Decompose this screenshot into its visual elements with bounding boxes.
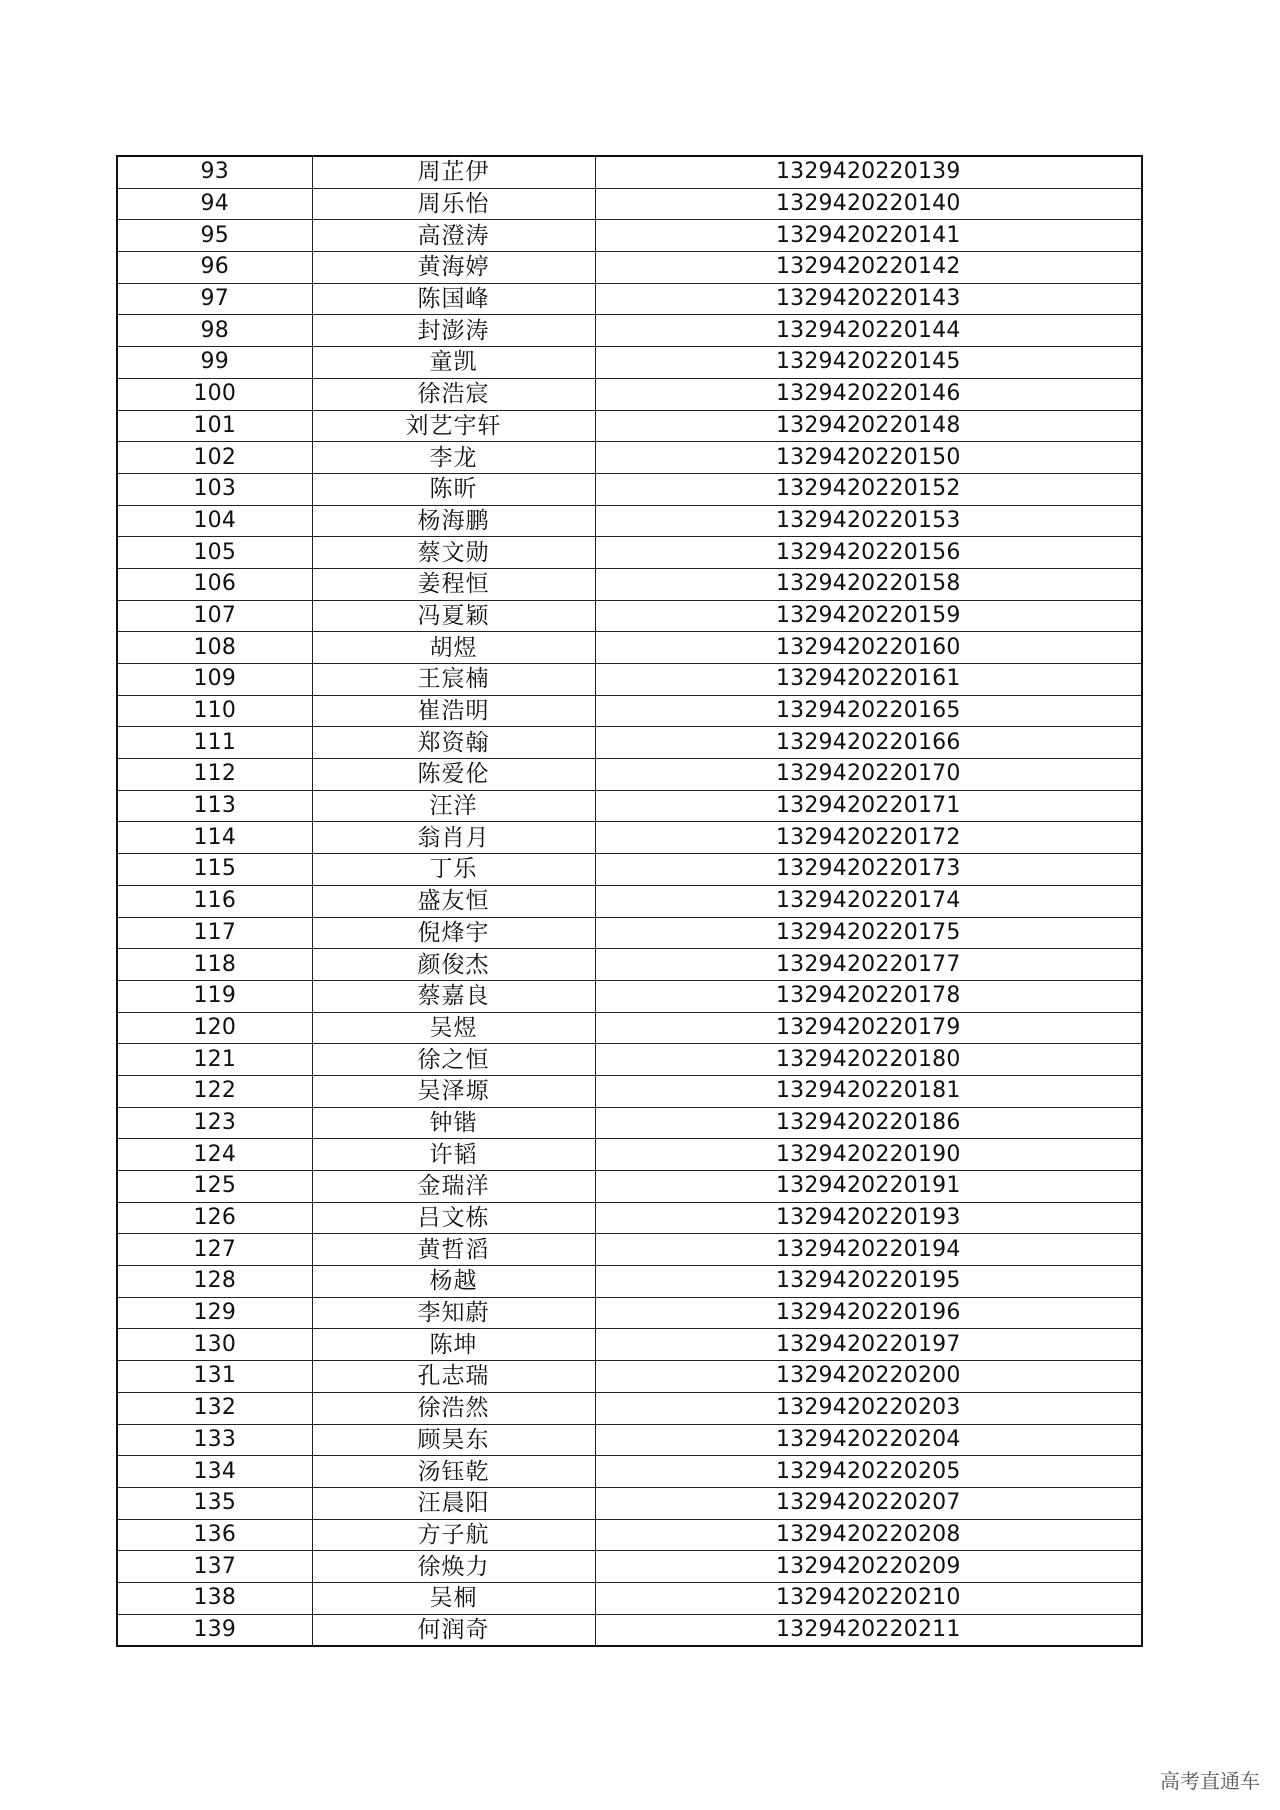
table-row — [118, 1107, 1141, 1139]
table-row — [118, 1582, 1141, 1614]
exam-id-cell: 1329420220205 — [595, 1456, 1141, 1488]
exam-id-cell: 1329420220175 — [595, 917, 1141, 949]
student-name-cell: 童凯 — [312, 347, 595, 379]
table-row — [118, 1075, 1141, 1107]
table-row — [118, 1551, 1141, 1583]
exam-id-cell: 1329420220178 — [595, 980, 1141, 1012]
student-name-cell: 李知蔚 — [312, 1297, 595, 1329]
exam-id-cell: 1329420220179 — [595, 1012, 1141, 1044]
table-row — [118, 664, 1141, 696]
exam-id-cell: 1329420220193 — [595, 1202, 1141, 1234]
table-row — [118, 600, 1141, 632]
exam-id-cell: 1329420220174 — [595, 885, 1141, 917]
student-name-cell: 陈昕 — [312, 473, 595, 505]
student-name-cell: 陈爱伦 — [312, 759, 595, 791]
student-name-cell: 蔡嘉良 — [312, 980, 595, 1012]
table-row — [118, 568, 1141, 600]
row-number-cell: 115 — [118, 854, 312, 886]
row-number-cell: 93 — [118, 157, 312, 188]
row-number-cell: 129 — [118, 1297, 312, 1329]
student-name-cell: 徐浩宸 — [312, 378, 595, 410]
student-name-cell: 封澎涛 — [312, 315, 595, 347]
row-number-cell: 101 — [118, 410, 312, 442]
student-name-cell: 方子航 — [312, 1519, 595, 1551]
exam-id-cell: 1329420220150 — [595, 442, 1141, 474]
exam-id-cell: 1329420220207 — [595, 1487, 1141, 1519]
row-number-cell: 110 — [118, 695, 312, 727]
student-name-cell: 黄海婷 — [312, 252, 595, 284]
row-number-cell: 131 — [118, 1361, 312, 1393]
table-row — [118, 157, 1141, 188]
row-number-cell: 104 — [118, 505, 312, 537]
table-row — [118, 347, 1141, 379]
row-number-cell: 124 — [118, 1139, 312, 1171]
exam-id-cell: 1329420220200 — [595, 1361, 1141, 1393]
table-row — [118, 949, 1141, 981]
row-number-cell: 106 — [118, 568, 312, 600]
exam-id-cell: 1329420220181 — [595, 1075, 1141, 1107]
student-name-cell: 高澄涛 — [312, 220, 595, 252]
table-row — [118, 1361, 1141, 1393]
exam-id-cell: 1329420220203 — [595, 1392, 1141, 1424]
exam-id-cell: 1329420220186 — [595, 1107, 1141, 1139]
table-row — [118, 537, 1141, 569]
row-number-cell: 121 — [118, 1044, 312, 1076]
row-number-cell: 107 — [118, 600, 312, 632]
table-row — [118, 759, 1141, 791]
exam-id-cell: 1329420220158 — [595, 568, 1141, 600]
exam-id-cell: 1329420220173 — [595, 854, 1141, 886]
table-row — [118, 1044, 1141, 1076]
exam-id-cell: 1329420220177 — [595, 949, 1141, 981]
row-number-cell: 132 — [118, 1392, 312, 1424]
student-name-cell: 刘艺宇轩 — [312, 410, 595, 442]
student-name-cell: 周乐怡 — [312, 188, 595, 220]
table-row — [118, 695, 1141, 727]
row-number-cell: 108 — [118, 632, 312, 664]
exam-id-cell: 1329420220165 — [595, 695, 1141, 727]
student-name-cell: 冯夏颖 — [312, 600, 595, 632]
exam-id-cell: 1329420220170 — [595, 759, 1141, 791]
exam-id-cell: 1329420220197 — [595, 1329, 1141, 1361]
roster-table-body — [118, 157, 1141, 1645]
student-name-cell: 陈坤 — [312, 1329, 595, 1361]
student-name-cell: 丁乐 — [312, 854, 595, 886]
table-row — [118, 1266, 1141, 1298]
exam-id-cell: 1329420220156 — [595, 537, 1141, 569]
exam-id-cell: 1329420220166 — [595, 727, 1141, 759]
row-number-cell: 94 — [118, 188, 312, 220]
roster-table — [118, 157, 1141, 1645]
row-number-cell: 120 — [118, 1012, 312, 1044]
student-name-cell: 许韬 — [312, 1139, 595, 1171]
student-name-cell: 倪烽宇 — [312, 917, 595, 949]
table-row — [118, 1487, 1141, 1519]
exam-id-cell: 1329420220191 — [595, 1171, 1141, 1203]
exam-id-cell: 1329420220194 — [595, 1234, 1141, 1266]
student-name-cell: 金瑞洋 — [312, 1171, 595, 1203]
table-row — [118, 632, 1141, 664]
exam-id-cell: 1329420220142 — [595, 252, 1141, 284]
row-number-cell: 130 — [118, 1329, 312, 1361]
table-row — [118, 1012, 1141, 1044]
table-row — [118, 473, 1141, 505]
row-number-cell: 102 — [118, 442, 312, 474]
table-row — [118, 442, 1141, 474]
row-number-cell: 97 — [118, 283, 312, 315]
row-number-cell: 99 — [118, 347, 312, 379]
row-number-cell: 126 — [118, 1202, 312, 1234]
exam-id-cell: 1329420220161 — [595, 664, 1141, 696]
exam-id-cell: 1329420220209 — [595, 1551, 1141, 1583]
table-row — [118, 727, 1141, 759]
table-row — [118, 378, 1141, 410]
exam-id-cell: 1329420220143 — [595, 283, 1141, 315]
table-row — [118, 1424, 1141, 1456]
watermark-text: 高考直通车 — [1160, 1769, 1260, 1793]
exam-id-cell: 1329420220211 — [775, 1616, 961, 1642]
exam-id-cell: 1329420220190 — [595, 1139, 1141, 1171]
exam-id-cell: 1329420220145 — [595, 347, 1141, 379]
row-number-cell: 116 — [118, 885, 312, 917]
table-row — [118, 315, 1141, 347]
student-name-cell: 王宸楠 — [312, 664, 595, 696]
student-name-cell: 钟锴 — [312, 1107, 595, 1139]
row-number-cell: 111 — [118, 727, 312, 759]
student-name-cell: 吕文栋 — [312, 1202, 595, 1234]
exam-id-cell: 1329420220160 — [595, 632, 1141, 664]
exam-id-cell: 1329420220210 — [595, 1582, 1141, 1614]
exam-id-cell: 1329420220159 — [595, 600, 1141, 632]
row-number-cell: 114 — [118, 822, 312, 854]
student-name-cell: 徐浩然 — [312, 1392, 595, 1424]
student-name-cell: 李龙 — [312, 442, 595, 474]
student-name-cell: 翁肖月 — [312, 822, 595, 854]
table-row — [118, 1171, 1141, 1203]
row-number-cell: 127 — [118, 1234, 312, 1266]
row-number-cell: 119 — [118, 980, 312, 1012]
table-row — [118, 1297, 1141, 1329]
exam-id-cell: 1329420220208 — [595, 1519, 1141, 1551]
table-row — [118, 1234, 1141, 1266]
exam-id-cell: 1329420220146 — [595, 378, 1141, 410]
student-name-cell: 徐焕力 — [312, 1551, 595, 1583]
table-row — [118, 980, 1141, 1012]
exam-id-cell: 1329420220152 — [595, 473, 1141, 505]
student-name-cell: 吴桐 — [312, 1582, 595, 1614]
student-name-cell: 陈国峰 — [312, 283, 595, 315]
table-row — [118, 1519, 1141, 1551]
student-name-cell: 汤钰乾 — [312, 1456, 595, 1488]
row-number-cell: 118 — [118, 949, 312, 981]
student-name-cell: 盛友恒 — [312, 885, 595, 917]
table-row — [118, 252, 1141, 284]
student-name-cell: 姜程恒 — [312, 568, 595, 600]
table-row — [118, 1329, 1141, 1361]
row-number-cell: 134 — [118, 1456, 312, 1488]
table-row — [118, 917, 1141, 949]
table-row — [118, 1392, 1141, 1424]
student-name-cell: 胡煜 — [312, 632, 595, 664]
exam-id-cell: 1329420220153 — [595, 505, 1141, 537]
student-name-cell: 杨海鹏 — [312, 505, 595, 537]
exam-id-cell: 1329420220144 — [595, 315, 1141, 347]
table-row — [118, 188, 1141, 220]
exam-id-cell: 1329420220172 — [595, 822, 1141, 854]
table-row — [118, 1202, 1141, 1234]
row-number-cell: 96 — [118, 252, 312, 284]
row-number-cell: 137 — [118, 1551, 312, 1583]
student-name-cell: 孔志瑞 — [312, 1361, 595, 1393]
student-name-cell: 何润奇 — [312, 1614, 595, 1645]
table-row — [118, 1456, 1141, 1488]
table-row — [118, 822, 1141, 854]
row-number-cell: 95 — [118, 220, 312, 252]
table-row — [118, 790, 1141, 822]
student-name-cell: 周芷伊 — [312, 157, 595, 188]
student-name-cell: 崔浩明 — [312, 695, 595, 727]
table-row — [118, 283, 1141, 315]
table-row — [118, 505, 1141, 537]
roster-table-frame — [116, 155, 1143, 1647]
exam-id-cell: 1329420220139 — [595, 157, 1141, 188]
student-name-cell: 顾昊东 — [312, 1424, 595, 1456]
table-row — [118, 854, 1141, 886]
student-name-cell: 吴泽塬 — [312, 1075, 595, 1107]
row-number-cell: 135 — [118, 1487, 312, 1519]
student-name-cell: 徐之恒 — [312, 1044, 595, 1076]
student-name-cell: 颜俊杰 — [312, 949, 595, 981]
exam-id-cell: 1329420220171 — [595, 790, 1141, 822]
row-number-cell: 117 — [118, 917, 312, 949]
table-row — [118, 1614, 1141, 1645]
table-row — [118, 885, 1141, 917]
student-name-cell: 汪晨阳 — [312, 1487, 595, 1519]
student-name-cell: 吴煜 — [312, 1012, 595, 1044]
row-number-cell: 136 — [118, 1519, 312, 1551]
exam-id-cell: 1329420220204 — [595, 1424, 1141, 1456]
exam-id-cell: 1329420220196 — [595, 1297, 1141, 1329]
student-name-cell: 蔡文勋 — [312, 537, 595, 569]
exam-id-cell: 1329420220141 — [595, 220, 1141, 252]
row-number-cell: 139 — [118, 1614, 312, 1645]
student-name-cell: 郑资翰 — [312, 727, 595, 759]
exam-id-cell: 1329420220195 — [595, 1266, 1141, 1298]
student-name-cell: 黄哲滔 — [312, 1234, 595, 1266]
table-row — [118, 220, 1141, 252]
exam-id-cell: 1329420220180 — [595, 1044, 1141, 1076]
row-number-cell: 100 — [118, 378, 312, 410]
exam-id-cell: 1329420220148 — [595, 410, 1141, 442]
student-name-cell: 汪洋 — [312, 790, 595, 822]
row-number-cell: 112 — [118, 759, 312, 791]
row-number-cell: 128 — [118, 1266, 312, 1298]
table-row — [118, 410, 1141, 442]
row-number-cell: 98 — [118, 315, 312, 347]
row-number-cell: 105 — [118, 537, 312, 569]
row-number-cell: 133 — [118, 1424, 312, 1456]
row-number-cell: 122 — [118, 1075, 312, 1107]
row-number-cell: 123 — [118, 1107, 312, 1139]
row-number-cell: 113 — [118, 790, 312, 822]
student-name-cell: 杨越 — [312, 1266, 595, 1298]
row-number-cell: 109 — [118, 664, 312, 696]
exam-id-cell: 1329420220140 — [595, 188, 1141, 220]
row-number-cell: 103 — [118, 473, 312, 505]
row-number-cell: 125 — [118, 1171, 312, 1203]
table-row — [118, 1139, 1141, 1171]
row-number-cell: 138 — [118, 1582, 312, 1614]
